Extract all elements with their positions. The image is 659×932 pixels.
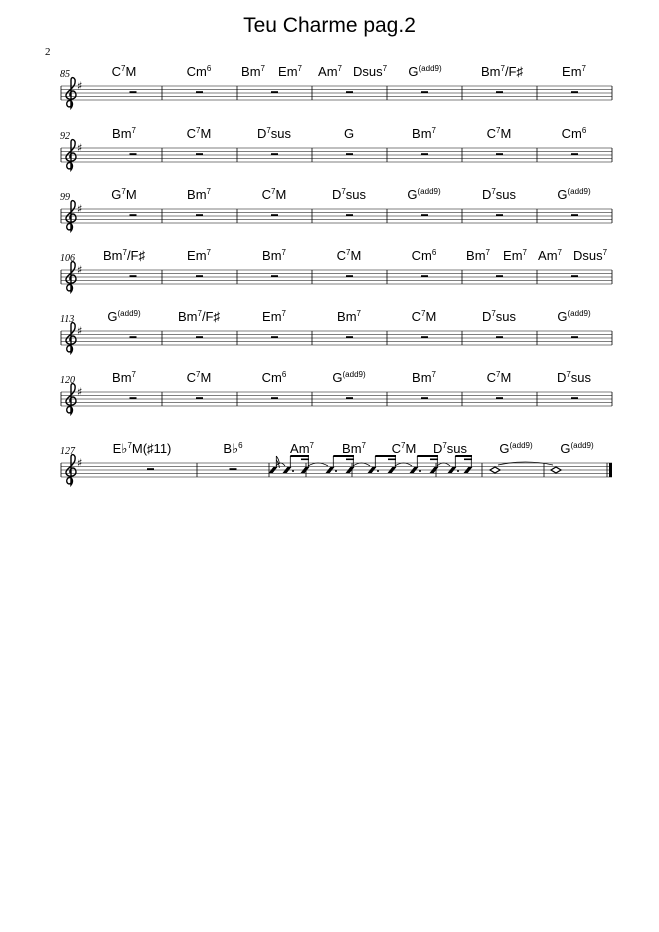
chord-root: G (499, 441, 510, 456)
chord-root: Bm (342, 441, 362, 456)
chord-extension: (add9) (567, 309, 591, 318)
chord-root: D (432, 441, 443, 456)
chord-symbol (187, 64, 212, 79)
chord-root: G (407, 187, 418, 202)
augmentation-dot (377, 470, 379, 472)
chord-symbol (392, 441, 417, 456)
chord-extension: 7 (581, 64, 586, 73)
chord-extension: 7 (361, 441, 366, 450)
chord-extension: 7 (281, 309, 286, 318)
chord-root: C (391, 441, 402, 456)
chord-root: Em (187, 248, 207, 263)
chord-symbol (573, 248, 607, 263)
augmentation-dot (419, 470, 421, 472)
chord-suffix: M (500, 126, 512, 141)
chord-symbol (412, 370, 436, 385)
half-rest-icon (147, 468, 154, 470)
chord-root: Bm (412, 126, 432, 141)
chord-suffix: sus (345, 187, 367, 202)
chord-root: Em (503, 248, 523, 263)
chord-symbol (482, 187, 516, 202)
chord-root: Bm (241, 64, 261, 79)
chord-symbol (111, 187, 136, 202)
chord-root: D (481, 187, 492, 202)
chord-root: G (557, 309, 568, 324)
tie (276, 463, 285, 466)
chord-extension: 7 (491, 187, 496, 196)
chord-root: C (261, 187, 272, 202)
chord-symbol (481, 64, 523, 79)
half-rest-icon (130, 153, 137, 155)
chord-root: Dsus (572, 248, 603, 263)
chord-extension: 7 (122, 248, 127, 257)
half-rest-icon (571, 397, 578, 399)
chord-extension: 7 (266, 126, 271, 135)
chord-root: Bm (466, 248, 486, 263)
chord-root: G (408, 64, 419, 79)
chord-extension: 7 (401, 441, 406, 450)
chord-suffix: sus (495, 187, 517, 202)
chord-symbol (178, 309, 220, 324)
half-rest-icon (130, 91, 137, 93)
chord-extension: 7 (196, 126, 201, 135)
half-rest-icon (130, 214, 137, 216)
half-rest-icon (271, 397, 278, 399)
half-rest-icon (496, 153, 503, 155)
chord-extension: 7 (500, 64, 505, 73)
chord-symbol (112, 64, 137, 79)
augmentation-dot (457, 470, 459, 472)
half-rest-icon (196, 275, 203, 277)
chord-root: Cm (261, 370, 282, 385)
chord-extension: (add9) (567, 187, 591, 196)
tie (498, 462, 553, 465)
chord-extension: 7 (602, 248, 608, 257)
chord-symbol (562, 126, 587, 141)
chord-extension: 6 (431, 248, 437, 257)
chord-root: E♭ (112, 441, 128, 456)
half-rest-icon (346, 153, 353, 155)
chord-suffix: M (275, 187, 287, 202)
chord-symbol (499, 441, 532, 456)
chord-root: Bm (177, 309, 198, 324)
key-signature-sharp-icon: ♯ (77, 141, 83, 155)
chord-extension: 7 (496, 126, 501, 135)
chord-symbol (560, 441, 593, 456)
chord-symbol (562, 64, 586, 79)
chord-suffix: sus (446, 441, 468, 456)
chord-symbol (466, 248, 490, 263)
chord-extension: 6 (581, 126, 587, 135)
chord-root: D (481, 309, 492, 324)
chord-root: Bm (337, 309, 357, 324)
chord-symbol (112, 370, 136, 385)
chord-extension: 7 (271, 187, 276, 196)
chord-root: Bm (102, 248, 123, 263)
chord-symbol (262, 187, 287, 202)
chord-root: Cm (561, 126, 582, 141)
whole-slash-notehead-icon (490, 467, 500, 473)
augmentation-dot (292, 470, 294, 472)
chord-extension: (add9) (509, 441, 533, 450)
chord-root: D (331, 187, 342, 202)
tie (395, 463, 412, 466)
chord-root: G (557, 187, 568, 202)
partial-beam (301, 459, 309, 461)
half-rest-icon (571, 336, 578, 338)
chord-root: C (486, 370, 497, 385)
chord-suffix: M (425, 309, 437, 324)
chord-suffix: M (200, 370, 212, 385)
chord-suffix: M(♯11) (131, 441, 172, 456)
chord-root: Em (562, 64, 582, 79)
half-rest-icon (271, 275, 278, 277)
chord-symbol (337, 309, 361, 324)
half-rest-icon (196, 397, 203, 399)
key-signature-sharp-icon: ♯ (77, 202, 83, 216)
chord-suffix: M (500, 370, 512, 385)
half-rest-icon (496, 91, 503, 93)
chord-suffix: M (405, 441, 417, 456)
chord-symbol (344, 126, 354, 141)
chord-root: Bm (480, 64, 501, 79)
chord-symbol (342, 441, 366, 456)
chord-extension: 7 (566, 370, 571, 379)
page-title: Teu Charme pag.2 (243, 14, 416, 37)
chord-symbol (278, 64, 302, 79)
half-rest-icon (271, 91, 278, 93)
chord-extension: 7 (496, 370, 501, 379)
chord-symbol (412, 309, 437, 324)
chord-symbol (332, 370, 365, 385)
chord-symbol (187, 248, 211, 263)
chord-root: Em (278, 64, 298, 79)
measure-number: 92 (60, 131, 70, 142)
chord-extension: 6 (238, 441, 243, 450)
chord-symbol (262, 370, 287, 385)
half-rest-icon (421, 397, 428, 399)
chord-root: D (556, 370, 567, 385)
chord-extension: 7 (341, 187, 346, 196)
half-rest-icon (571, 91, 578, 93)
chord-root: C (186, 370, 197, 385)
half-rest-icon (346, 275, 353, 277)
chord-extension: 7 (356, 309, 361, 318)
chord-extension: 7 (297, 64, 302, 73)
chord-extension: (add9) (570, 441, 594, 450)
chord-root: D (256, 126, 267, 141)
chord-suffix: M (125, 64, 137, 79)
chord-extension: (add9) (342, 370, 366, 379)
chord-extension: 6 (281, 370, 287, 379)
chord-extension: 7 (197, 309, 202, 318)
chord-extension: 7 (196, 370, 201, 379)
whole-slash-notehead-icon (551, 467, 561, 473)
chord-symbol (262, 309, 286, 324)
half-rest-icon (271, 153, 278, 155)
measure-number: 127 (60, 446, 75, 457)
chord-root: Bm (112, 126, 132, 141)
half-rest-icon (271, 214, 278, 216)
chord-extension: 7 (121, 187, 126, 196)
chord-root: C (111, 64, 122, 79)
chord-root: G (332, 370, 343, 385)
chord-extension: 7 (522, 248, 527, 257)
tie (437, 463, 450, 466)
half-rest-icon (571, 214, 578, 216)
chord-extension: 7 (382, 64, 388, 73)
chord-root: G (107, 309, 118, 324)
key-signature-sharp-icon: ♯ (77, 385, 83, 399)
measure-number: 113 (60, 314, 75, 325)
chord-suffix: /F♯ (126, 248, 146, 263)
chord-symbol (557, 187, 590, 202)
half-rest-icon (346, 214, 353, 216)
augmentation-dot (335, 470, 337, 472)
partial-beam (464, 459, 472, 461)
chord-symbol (332, 187, 366, 202)
chord-suffix: M (350, 248, 362, 263)
half-rest-icon (196, 214, 203, 216)
chord-root: Cm (186, 64, 207, 79)
chord-extension: 7 (121, 64, 126, 73)
chord-symbol (412, 248, 437, 263)
chord-root: G (343, 126, 355, 141)
chord-suffix: M (125, 187, 137, 202)
chord-symbol (223, 441, 242, 457)
chord-symbol (103, 248, 145, 263)
key-signature-sharp-icon: ♯ (77, 456, 83, 470)
half-rest-icon (230, 468, 237, 470)
chord-symbol (482, 309, 516, 324)
chord-root: Am (538, 248, 558, 263)
page-number: 2 (45, 46, 51, 58)
tie (353, 463, 370, 466)
chord-symbol (408, 64, 441, 79)
chord-root: Dsus (352, 64, 383, 79)
half-rest-icon (496, 336, 503, 338)
chord-symbol (503, 248, 527, 263)
chord-symbol (187, 126, 212, 141)
chord-root: C (336, 248, 347, 263)
chord-suffix: sus (270, 126, 292, 141)
chord-symbol (290, 441, 314, 456)
chord-symbol (353, 64, 387, 79)
half-rest-icon (346, 397, 353, 399)
half-rest-icon (130, 397, 137, 399)
chord-extension: 7 (485, 248, 490, 257)
partial-beam (388, 459, 396, 461)
chord-root: Cm (411, 248, 432, 263)
half-rest-icon (496, 214, 503, 216)
chord-symbol (187, 370, 212, 385)
measure-number: 99 (60, 192, 70, 203)
chord-symbol (257, 126, 291, 141)
half-rest-icon (571, 153, 578, 155)
partial-beam (346, 459, 354, 461)
chord-symbol (407, 187, 440, 202)
chord-extension: (add9) (418, 64, 442, 73)
chord-symbol (557, 370, 591, 385)
chord-symbol (187, 187, 211, 202)
chord-extension: 7 (491, 309, 496, 318)
chord-symbol (487, 370, 512, 385)
chord-extension: 7 (206, 248, 211, 257)
chord-symbol (318, 64, 342, 79)
chord-suffix: M (200, 126, 212, 141)
partial-beam (430, 459, 438, 461)
chord-suffix: /F♯ (504, 64, 524, 79)
half-rest-icon (421, 336, 428, 338)
measure-number: 106 (60, 253, 75, 264)
chord-suffix: sus (570, 370, 592, 385)
chord-symbol (337, 248, 362, 263)
chord-root: Em (262, 309, 282, 324)
chord-suffix: /F♯ (201, 309, 221, 324)
chord-extension: 7 (431, 126, 436, 135)
chord-symbol (113, 441, 172, 457)
chord-symbol (538, 248, 562, 263)
half-rest-icon (130, 336, 137, 338)
chord-extension: (add9) (117, 309, 141, 318)
chord-extension: 7 (127, 441, 132, 450)
chord-extension: 7 (131, 126, 136, 135)
chord-root: Am (290, 441, 310, 456)
chord-root: G (560, 441, 571, 456)
chord-root: C (186, 126, 197, 141)
chord-extension: 6 (206, 64, 212, 73)
half-rest-icon (496, 397, 503, 399)
key-signature-sharp-icon: ♯ (77, 324, 83, 338)
chord-extension: 7 (557, 248, 562, 257)
half-rest-icon (421, 275, 428, 277)
chord-extension: (add9) (417, 187, 441, 196)
chord-root: Am (318, 64, 338, 79)
measure-number: 120 (60, 375, 75, 386)
tie (308, 463, 328, 466)
chord-extension: 7 (309, 441, 314, 450)
half-rest-icon (421, 153, 428, 155)
half-rest-icon (196, 91, 203, 93)
half-rest-icon (271, 336, 278, 338)
chord-root: B♭ (223, 441, 239, 456)
chord-root: G (111, 187, 122, 202)
chord-symbol (412, 126, 436, 141)
half-rest-icon (571, 275, 578, 277)
half-rest-icon (421, 91, 428, 93)
chord-symbol (433, 441, 467, 456)
key-signature-sharp-icon: ♯ (77, 263, 83, 277)
key-signature-sharp-icon: ♯ (77, 79, 83, 93)
chord-root: Bm (112, 370, 132, 385)
chord-extension: 7 (131, 370, 136, 379)
chord-root: C (411, 309, 422, 324)
chord-symbol (557, 309, 590, 324)
half-rest-icon (496, 275, 503, 277)
half-rest-icon (346, 91, 353, 93)
chord-extension: 7 (337, 64, 342, 73)
chord-root: Bm (412, 370, 432, 385)
half-rest-icon (196, 336, 203, 338)
measure-number: 85 (60, 69, 70, 80)
chord-symbol (112, 126, 136, 141)
chord-extension: 7 (260, 64, 265, 73)
chord-symbol (107, 309, 140, 324)
final-barline-thick (609, 463, 612, 477)
chord-extension: 7 (431, 370, 436, 379)
chord-root: Bm (262, 248, 282, 263)
chord-symbol (241, 64, 265, 79)
half-rest-icon (421, 214, 428, 216)
chord-symbol (487, 126, 512, 141)
chord-extension: 7 (281, 248, 286, 257)
chord-root: C (486, 126, 497, 141)
chord-symbol (262, 248, 286, 263)
chord-extension: 7 (206, 187, 211, 196)
chord-extension: 7 (442, 441, 447, 450)
half-rest-icon (346, 336, 353, 338)
half-rest-icon (130, 275, 137, 277)
half-rest-icon (196, 153, 203, 155)
chord-suffix: sus (495, 309, 517, 324)
chord-root: Bm (187, 187, 207, 202)
chord-extension: 7 (421, 309, 426, 318)
chord-extension: 7 (346, 248, 351, 257)
